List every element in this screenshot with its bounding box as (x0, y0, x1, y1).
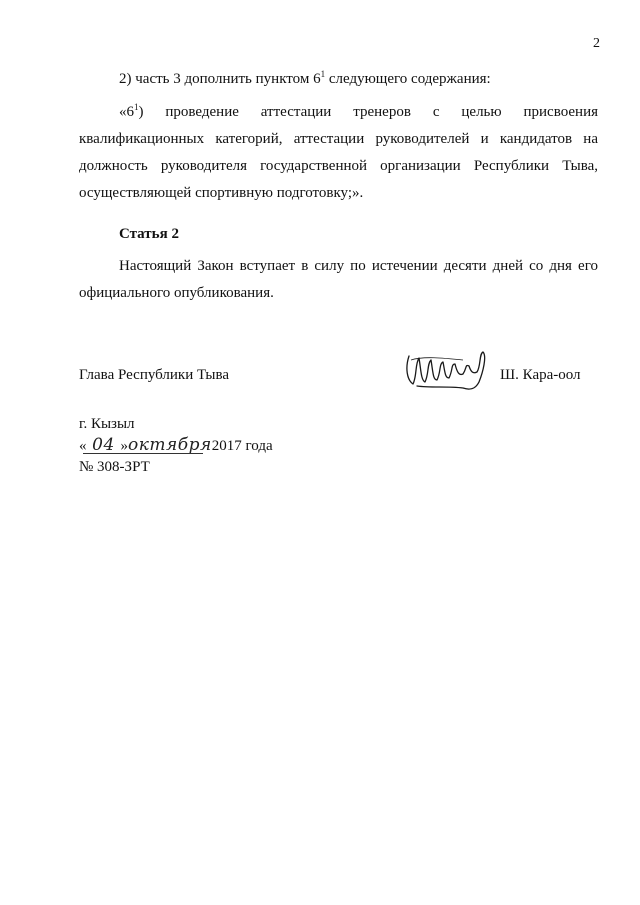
amendment-item-2 (79, 66, 598, 93)
signatory-title: Глава Республики Тыва (79, 367, 230, 383)
signing-date (79, 435, 273, 457)
date-open-quote: « (79, 438, 87, 454)
page-number: 2 (593, 36, 600, 51)
article-text: Настоящий Закон вступает в силу по истечении десяти дней со дня его официального опубликования. (79, 258, 598, 301)
article-heading: Статья 2 (119, 226, 179, 242)
superscript: 1 (320, 69, 326, 79)
amendment-item-2-text: 2) часть 3 дополнить пунктом 6 (119, 71, 321, 87)
amendment-quote (79, 99, 598, 207)
date-year: 2017 года (211, 438, 273, 454)
amendment-quote-open: «6 (119, 104, 134, 120)
handwritten-signature (403, 346, 493, 394)
date-underline (83, 453, 203, 454)
amendment-quote-text: ) проведение аттестации тренеров с целью присвоения квалификационных категорий, аттестации руководителей и кандидатов на должность руководителя государственной организации Республики Тыва, осуществляющей спортивную подготовку;». (79, 104, 598, 201)
signatory-name: Ш. Кара-оол (500, 367, 581, 383)
handwritten-day: 04 (92, 435, 115, 455)
amendment-item-2-tail: следующего содержания: (325, 71, 491, 87)
document-footer (79, 414, 273, 478)
superscript: 1 (134, 102, 139, 112)
city: г. Кызыл (79, 416, 135, 432)
handwritten-month: октября (128, 435, 212, 455)
law-number: № 308-ЗРТ (79, 459, 150, 475)
date-close-quote: » (120, 438, 128, 454)
